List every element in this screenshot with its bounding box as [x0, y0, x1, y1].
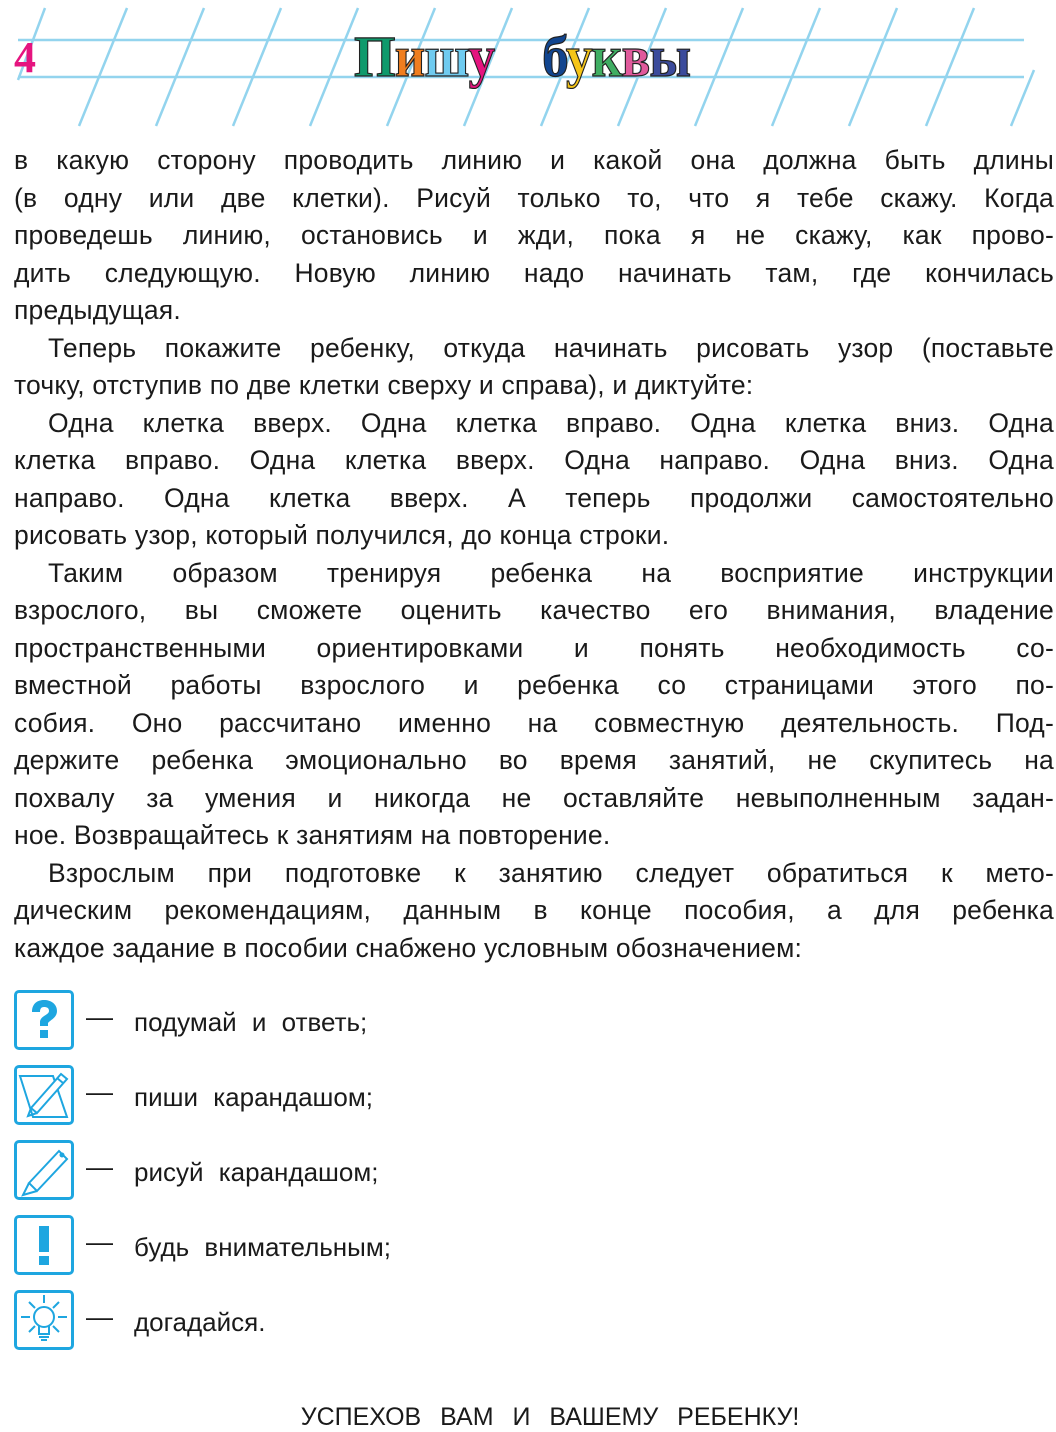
text-line: направо. Одна клетка вверх. А теперь продолжи самостоятельно: [14, 482, 1054, 513]
text-line: взрослого, вы сможете оценить качество его внимания, владение: [14, 595, 1054, 625]
legend-dash: —: [86, 1302, 113, 1332]
title-letter: б: [542, 24, 566, 89]
legend-dash: —: [86, 1227, 113, 1257]
legend-label: догадайся.: [134, 1307, 266, 1337]
page-header: [0, 0, 1056, 135]
legend-label: пиши карандашом;: [134, 1082, 373, 1112]
paragraph: [14, 142, 1054, 330]
legend-label: рисуй карандашом;: [134, 1157, 379, 1187]
title-letter: к: [591, 24, 622, 89]
paragraph: [14, 405, 1054, 555]
text-line: вместной работы взрослого и ребенка со страницами этого по-: [14, 670, 1054, 700]
title-letter: П: [354, 24, 395, 89]
legend-dash: —: [86, 1077, 113, 1107]
text-line: дическим рекомендациям, данным в конце пособия, а для ребенка: [14, 895, 1054, 925]
text-line: держите ребенка эмоционально во время занятий, не скупитесь на: [14, 745, 1054, 775]
write-pen-icon: [14, 1065, 74, 1125]
page-title: [354, 24, 691, 89]
text-line: точку, отступив по две клетки сверху и справа), и диктуйте:: [14, 370, 754, 400]
title-letter: в: [621, 24, 650, 89]
body-text: [14, 142, 1054, 967]
text-line: клетка вправо. Одна клетка вверх. Одна направо. Одна вниз. Одна: [14, 445, 1054, 475]
paragraph: [14, 855, 1054, 968]
text-line: Одна клетка вверх. Одна клетка вправо. Одна клетка вниз. Одна: [48, 407, 1054, 438]
text-line: Взрослым при подготовке к занятию следует обратиться к мето-: [48, 857, 1054, 888]
title-letter: у: [565, 24, 592, 89]
text-line: (в одну или две клетки). Рисуй только то, что я тебе скажу. Когда: [14, 182, 1054, 213]
text-line: каждое задание в пособии снабжено условным обозначением:: [14, 932, 803, 963]
text-line: собия. Оно рассчитано именно на совместную деятельность. Под-: [14, 707, 1054, 738]
title-letter: ы: [649, 24, 691, 89]
legend-item-draw: [14, 1140, 514, 1198]
legend-item-write: [14, 1065, 514, 1123]
lightbulb-icon: [14, 1290, 74, 1350]
legend-label: подумай и ответь;: [134, 1007, 368, 1037]
title-letter: у: [468, 24, 495, 89]
text-line: предыдущая.: [14, 295, 181, 325]
legend-item-attention: [14, 1215, 514, 1273]
legend-dash: —: [86, 1152, 113, 1182]
text-line: проведешь линию, остановись и жди, пока я не скажу, как прово-: [14, 220, 1054, 250]
paragraph: [14, 330, 1054, 405]
closing-wish: УСПЕХОВ ВАМ И ВАШЕМУ РЕБЕНКУ!: [300, 1403, 800, 1431]
title-letter: и: [394, 24, 425, 89]
text-line: похвалу за умения и никогда не оставляйте невыполненным задан-: [14, 782, 1054, 813]
text-line: Таким образом тренируя ребенка на восприятие инструкции: [48, 557, 1054, 588]
text-line: ное. Возвращайтесь к занятиям на повторение.: [14, 820, 611, 850]
draw-pencil-icon: [14, 1140, 74, 1200]
paragraph: [14, 555, 1054, 855]
text-line: в какую сторону проводить линию и какой она должна быть длины: [14, 145, 1054, 175]
question-mark-icon: [14, 990, 74, 1050]
text-line: дить следующую. Новую линию надо начинать там, где кончилась: [14, 257, 1054, 288]
legend-label: будь внимательным;: [134, 1232, 391, 1262]
text-line: рисовать узор, который получился, до конца строки.: [14, 520, 670, 550]
legend-item-think: [14, 990, 514, 1048]
legend-item-guess: [14, 1290, 514, 1348]
exclamation-icon: [14, 1215, 74, 1275]
text-line: пространственными ориентировками и понять необходимость со-: [14, 632, 1054, 663]
title-letter: ш: [424, 24, 469, 89]
legend-dash: —: [86, 1002, 113, 1032]
text-line: Теперь покажите ребенку, откуда начинать рисовать узор (поставьте: [48, 332, 1054, 363]
page-number: 4: [14, 33, 36, 82]
